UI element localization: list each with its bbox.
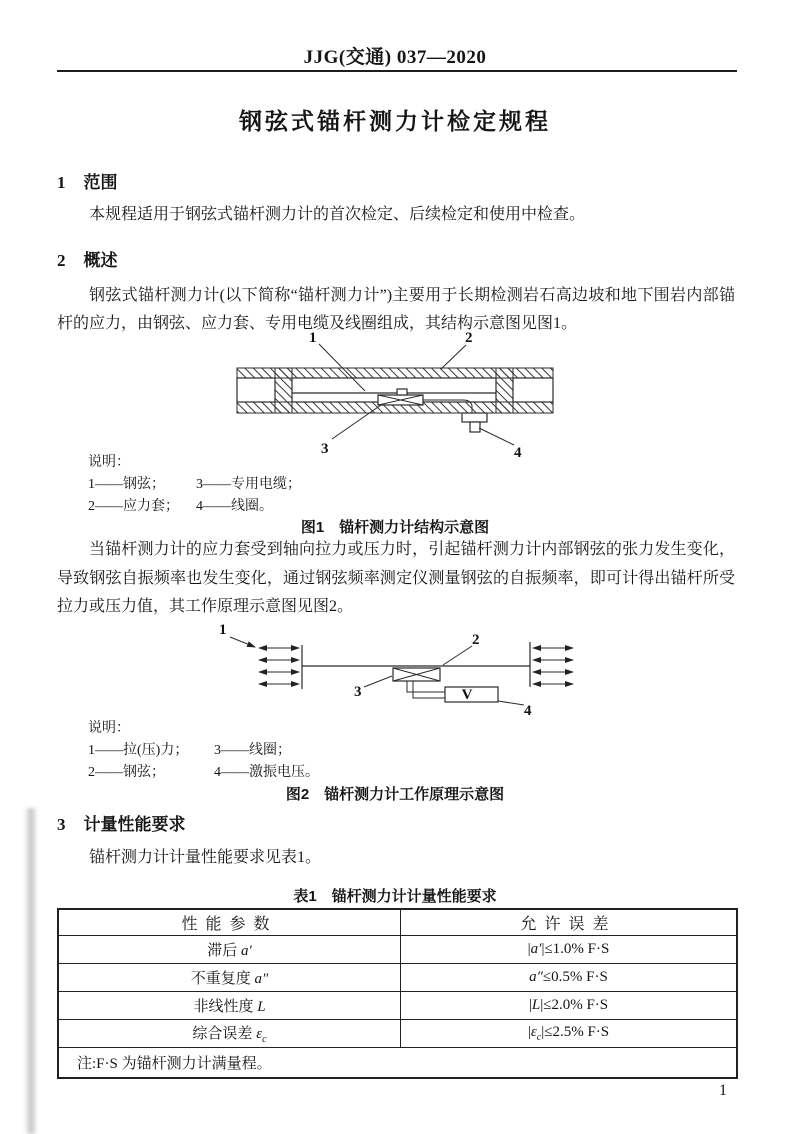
- section-3-heading: [57, 810, 186, 835]
- fig1-right-block: [496, 368, 513, 413]
- table-row: [58, 964, 737, 992]
- section-3-number: 3: [57, 815, 66, 834]
- fig1-connector-stem: [470, 422, 480, 432]
- fig2-leader-3: [364, 676, 392, 687]
- fig1-left-bore: [237, 378, 275, 402]
- document-code: JJG(交通) 037—2020: [303, 47, 487, 68]
- fig2-label-1: 1: [219, 622, 227, 638]
- fig1-connector: [462, 413, 487, 422]
- fig1-legend-item-1: 1——钢弦；: [88, 477, 165, 492]
- fig1-legend-row: [88, 474, 648, 496]
- section-2-heading: [57, 246, 118, 271]
- section-1-number: 1: [57, 173, 66, 192]
- table-row: [58, 936, 737, 964]
- cell-parameter: 不重复度 a″: [58, 964, 401, 992]
- table-body: [58, 936, 737, 1048]
- fig1-leader-2: [441, 345, 466, 369]
- table-header-row: [58, 909, 737, 936]
- table-note: 注:F·S 为锚杆测力计满量程。: [58, 1048, 737, 1079]
- table-row: [58, 992, 737, 1020]
- fig2-legend-item-2: 2——钢弦；: [88, 765, 165, 780]
- cell-parameter: 滞后 a′: [58, 936, 401, 964]
- fig2-voltage-label: V: [461, 687, 473, 703]
- cell-limit: $|\varepsilon_c|\le 2.5\%$ F·S: [401, 1020, 738, 1048]
- fig2-legend-item-1: 1——拉(压)力；: [88, 743, 189, 758]
- fig2-legend-item-4: 4——激振电压。: [214, 765, 319, 780]
- cell-limit: |a′|≤1.0% F·S: [401, 936, 738, 964]
- fig2-legend-row: [88, 740, 648, 762]
- figure-2-principle-diagram: [175, 618, 595, 723]
- fig1-label-2: 2: [465, 330, 473, 346]
- page-title: 钢弦式锚杆测力计检定规程: [239, 108, 551, 134]
- table-header-param: 性能参数: [58, 909, 401, 936]
- section-2-number: 2: [57, 251, 66, 270]
- fig1-legend-row: [88, 496, 648, 518]
- fig2-label-3: 3: [354, 684, 362, 700]
- table-note-row: [58, 1048, 737, 1079]
- cell-limit: |L|≤2.0% F·S: [401, 992, 738, 1020]
- fig1-label-3: 3: [321, 441, 329, 457]
- figure-2-caption: 图2 锚杆测力计工作原理示意图: [285, 786, 505, 803]
- figure-1-legend: [88, 452, 648, 518]
- fig2-label-4: 4: [524, 703, 532, 719]
- fig1-legend-item-4: 4——线圈。: [196, 499, 273, 514]
- table-1: [57, 908, 738, 1079]
- figure-1-caption: 图1 锚杆测力计结构示意图: [300, 519, 490, 536]
- section-3-title: 计量性能要求: [83, 815, 186, 834]
- fig1-left-block: [275, 368, 292, 413]
- section-1-title: 范围: [83, 173, 118, 192]
- fig2-legend-row: [88, 762, 648, 784]
- fig2-leader-2: [443, 646, 472, 665]
- fig2-leader-1: [230, 637, 255, 647]
- fig1-wire-clamp: [397, 389, 407, 395]
- fig2-label-2: 2: [472, 632, 480, 648]
- section-2-paragraph: 钢弦式锚杆测力计(以下简称“锚杆测力计”)主要用于长期检测岩石高边坡和地下围岩内部锚杆的应力，由钢弦、应力套、专用电缆及线圈组成，其结构示意图见图1。: [57, 287, 735, 332]
- fig1-legend-item-2: 2——应力套；: [88, 499, 179, 514]
- page-number: 1: [719, 1082, 727, 1099]
- table-row: [58, 1020, 737, 1048]
- fig1-label-4: 4: [514, 445, 522, 461]
- figure-1-following-paragraph: 当锚杆测力计的应力套受到轴向拉力或压力时，引起锚杆测力计内部钢弦的张力发生变化，导致钢弦自振频率也发生变化，通过钢弦频率测定仪测量钢弦的自振频率，即可计得出锚杆所受拉力或压力值，其工作原理示意图见图2。: [57, 541, 735, 615]
- fig1-leader-4: [479, 428, 514, 445]
- section-3-paragraph: 锚杆测力计计量性能要求见表1。: [89, 849, 322, 866]
- fig1-right-bore: [513, 378, 553, 402]
- section-1-paragraph: 本规程适用于钢弦式锚杆测力计的首次检定、后续检定和使用中检查。: [89, 206, 586, 223]
- fig2-leader-4: [498, 701, 524, 705]
- fig1-legend-title: 说明：: [88, 455, 130, 470]
- fig1-legend-item-3: 3——专用电缆；: [196, 477, 301, 492]
- figure-2-legend: [88, 718, 648, 784]
- table-header-limit: 允许误差: [401, 909, 738, 936]
- cell-parameter: 非线性度 L: [58, 992, 401, 1020]
- fig1-label-1: 1: [309, 330, 317, 346]
- section-2-title: 概述: [83, 251, 118, 270]
- fig2-legend-item-3: 3——线圈；: [214, 743, 291, 758]
- table-1-caption: 表1 锚杆测力计计量性能要求: [293, 888, 497, 905]
- cell-limit: a″≤0.5% F·S: [401, 964, 738, 992]
- cell-parameter: 综合误差 $\varepsilon_c$: [58, 1020, 401, 1048]
- figure-1-structure-diagram: [175, 328, 595, 463]
- header-rule: [57, 70, 737, 72]
- section-1-heading: [57, 168, 118, 193]
- scan-artifact-strip: [24, 808, 38, 1134]
- fig2-legend-title: 说明：: [88, 721, 130, 736]
